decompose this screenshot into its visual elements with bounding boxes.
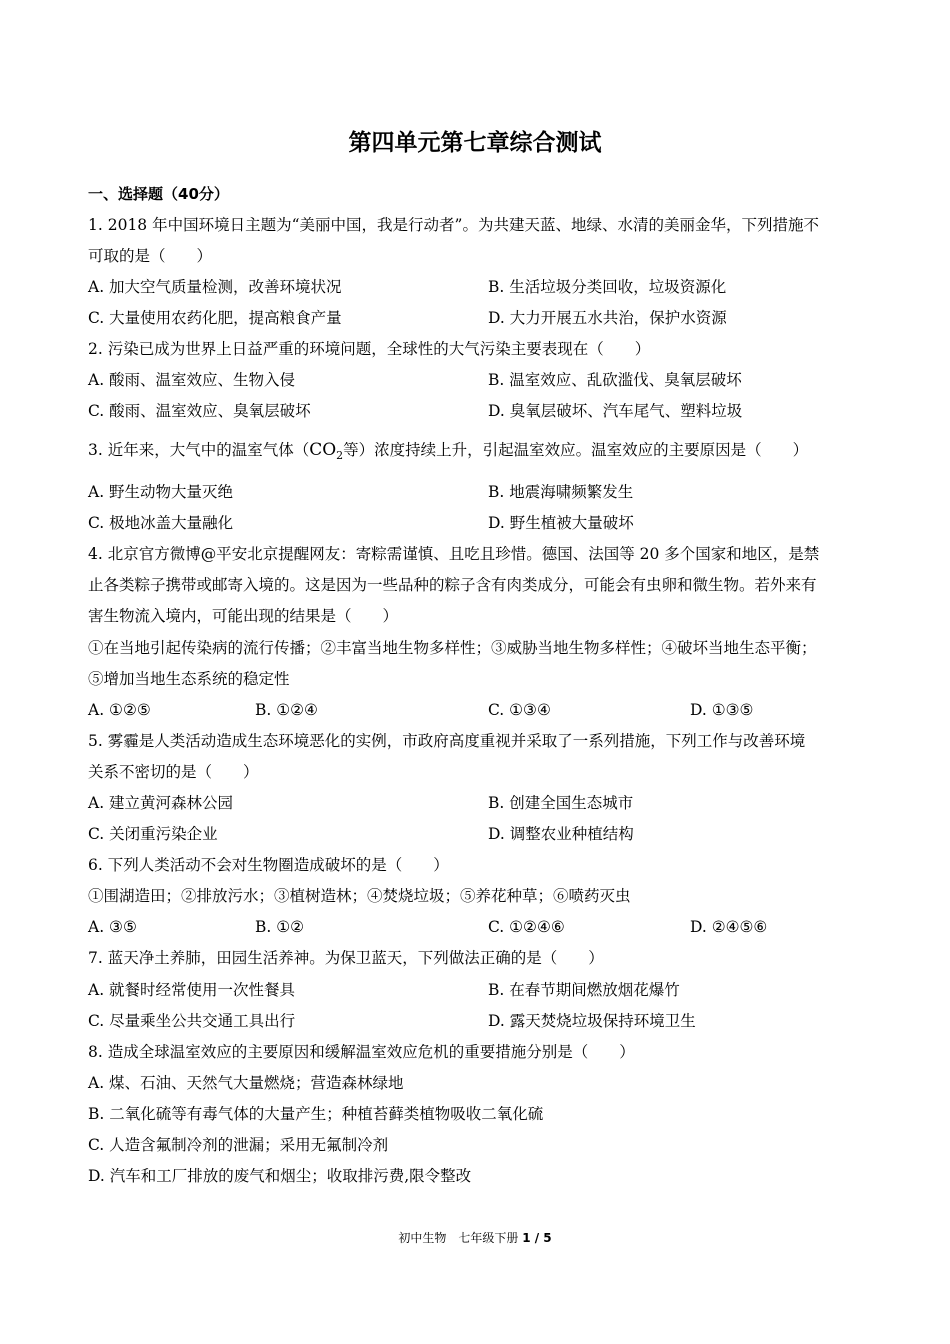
question-5-option-b: B. 创建全国生态城市: [488, 794, 634, 812]
question-3-text: [88, 440, 808, 466]
question-3-option-c: C. 极地冰盖大量融化: [88, 514, 234, 532]
question-2-option-d: D. 臭氧层破坏、汽车尾气、塑料垃圾: [488, 402, 743, 420]
question-2-option-c: C. 酸雨、温室效应、臭氧层破坏: [88, 402, 311, 420]
footer-text: 初中生物 七年级下册: [398, 1231, 519, 1245]
question-3-option-a: A. 野生动物大量灭绝: [88, 483, 234, 501]
question-8-option-a: A. 煤、石油、天然气大量燃烧；营造森林绿地: [88, 1074, 404, 1092]
question-4-option-b: B. ①②④: [255, 701, 318, 719]
page-number: 1 / 5: [522, 1231, 552, 1245]
question-2-text: 2. 污染已成为世界上日益严重的环境问题，全球性的大气污染主要表现在（ ）: [88, 340, 651, 358]
question-7-option-a: A. 就餐时经常使用一次性餐具: [88, 981, 296, 999]
question-7-option-b: B. 在春节期间燃放烟花爆竹: [488, 981, 680, 999]
question-5-option-c: C. 关闭重污染企业: [88, 825, 218, 843]
question-7-option-c: C. 尽量乘坐公共交通工具出行: [88, 1012, 296, 1030]
section-heading: 一、选择题（40分）: [88, 185, 229, 203]
question-4-option-d: D. ①③⑤: [690, 701, 754, 719]
question-4-text-cont-2: 害生物流入境内，可能出现的结果是（ ）: [88, 607, 399, 625]
question-4-option-a: A. ①②⑤: [88, 701, 151, 719]
question-3-option-d: D. 野生植被大量破坏: [488, 514, 634, 532]
page-footer: [0, 1229, 950, 1246]
question-1-option-b: B. 生活垃圾分类回收，垃圾资源化: [488, 278, 727, 296]
question-7-option-d: D. 露天焚烧垃圾保持环境卫生: [488, 1012, 696, 1030]
question-8-option-d: D. 汽车和工厂排放的废气和烟尘；收取排污费,限令整改: [88, 1167, 472, 1185]
question-1-option-c: C. 大量使用农药化肥，提高粮食产量: [88, 309, 342, 327]
question-6-statements: ①围湖造田；②排放污水；③植树造林；④焚烧垃圾；⑤养花种草；⑥喷药灭虫: [88, 887, 631, 905]
question-6-option-d: D. ②④⑤⑥: [690, 918, 768, 936]
question-4-statements: ①在当地引起传染病的流行传播；②丰富当地生物多样性；③威胁当地生物多样性；④破坏当地生态平衡；: [88, 639, 817, 657]
question-6-text: 6. 下列人类活动不会对生物圈造成破坏的是（ ）: [88, 856, 449, 874]
question-3-text-pre: 3. 近年来，大气中的温室气体（: [88, 441, 310, 459]
question-6-option-a: A. ③⑤: [88, 918, 137, 936]
question-7-text: 7. 蓝天净土养肺，田园生活养神。为保卫蓝天，下列做法正确的是（ ）: [88, 949, 604, 967]
question-8-option-c: C. 人造含氟制冷剂的泄漏；采用无氟制冷剂: [88, 1136, 389, 1154]
page-title: 第四单元第七章综合测试: [348, 130, 602, 156]
question-4-statements-cont: ⑤增加当地生态系统的稳定性: [88, 670, 290, 688]
question-5-option-a: A. 建立黄河森林公园: [88, 794, 234, 812]
question-5-option-d: D. 调整农业种植结构: [488, 825, 634, 843]
co2-subscript: 2: [336, 449, 344, 462]
question-4-text-cont-1: 止各类粽子携带或邮寄入境的。这是因为一些品种的粽子含有肉类成分，可能会有虫卵和微生物。若外来有: [88, 576, 817, 594]
question-2-option-a: A. 酸雨、温室效应、生物入侵: [88, 371, 296, 389]
question-1-text-cont: 可取的是（ ）: [88, 247, 213, 265]
question-2-option-b: B. 温室效应、乱砍滥伐、臭氧层破坏: [488, 371, 742, 389]
question-4-text: 4. 北京官方微博@平安北京提醒网友：寄粽需谨慎、且吃且珍惜。德国、法国等 20 多个国家和地区，是禁: [88, 545, 820, 563]
question-1-text: 1. 2018 年中国环境日主题为“美丽中国，我是行动者”。为共建天蓝、地绿、水清的美丽金华，下列措施不: [88, 216, 819, 234]
question-6-option-c: C. ①②④⑥: [488, 918, 565, 936]
question-4-option-c: C. ①③④: [488, 701, 551, 719]
question-3-option-b: B. 地震海啸频繁发生: [488, 483, 634, 501]
question-5-text-cont: 关系不密切的是（ ）: [88, 763, 259, 781]
question-3-text-post: 等）浓度持续上升，引起温室效应。温室效应的主要原因是（ ）: [343, 441, 809, 459]
question-8-text: 8. 造成全球温室效应的主要原因和缓解温室效应危机的重要措施分别是（ ）: [88, 1043, 635, 1061]
question-6-option-b: B. ①②: [255, 918, 305, 936]
question-5-text: 5. 雾霾是人类活动造成生态环境恶化的实例，市政府高度重视并采取了一系列措施，下列工作与改善环境: [88, 732, 806, 750]
question-1-option-a: A. 加大空气质量检测，改善环境状况: [88, 278, 342, 296]
question-1-option-d: D. 大力开展五水共治，保护水资源: [488, 309, 727, 327]
co2-formula: CO: [309, 440, 337, 460]
question-8-option-b: B. 二氧化硫等有毒气体的大量产生；种植苔藓类植物吸收二氧化硫: [88, 1105, 544, 1123]
